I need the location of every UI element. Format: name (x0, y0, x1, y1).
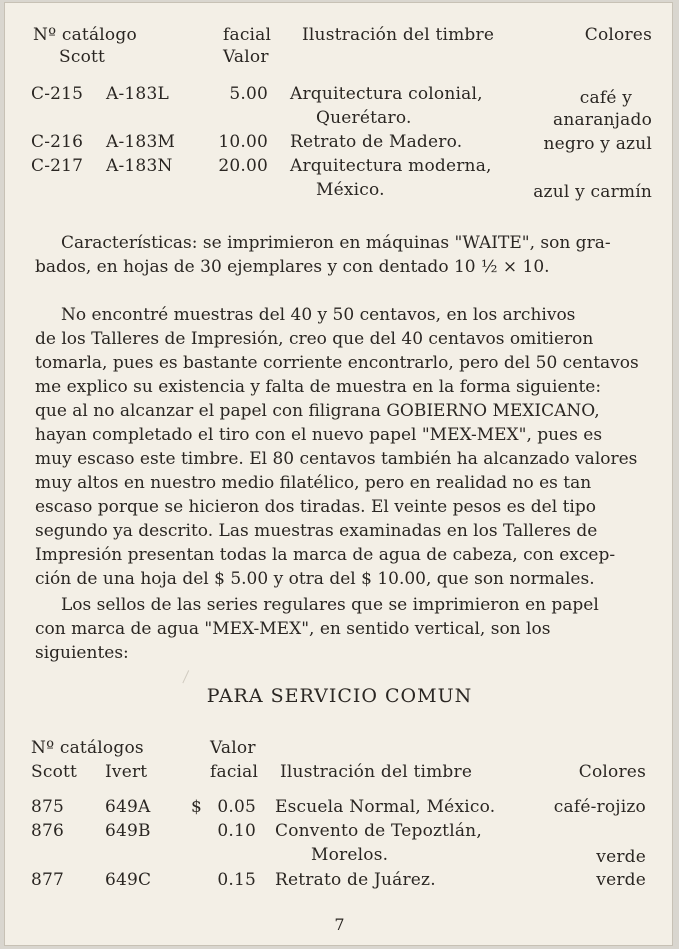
paragraph-characteristics (35, 231, 654, 279)
table-row-scott: 877 (31, 870, 65, 890)
table-row-color: negro y azul (543, 134, 652, 154)
table-row-color: café y (579, 88, 632, 108)
table-row-value: 0.10 (217, 821, 256, 841)
paragraph-samples (35, 303, 654, 591)
paragraph-line: escaso porque se hicieron dos tiradas. El veinte pesos es del tipo (35, 497, 596, 517)
table-row-desc-cont: Querétaro. (316, 108, 412, 128)
table-row-value: 5.00 (229, 84, 268, 104)
paragraph-line: Características: se imprimieron en máquinas "WAITE", son gra- (61, 233, 611, 253)
table-row-ivert: 649A (105, 797, 151, 817)
t2-header-value-1: Valor (210, 738, 256, 758)
paper-mark (182, 670, 194, 686)
section-heading: PARA SERVICIO COMUN (206, 685, 473, 707)
paragraph-line: de los Talleres de Impresión, creo que del 40 centavos omitieron (35, 329, 594, 349)
paragraph-line: tomarla, pues es bastante corriente encontrarlo, pero del 50 centavos (35, 353, 639, 373)
table-row-desc: Arquitectura colonial, (290, 84, 483, 104)
t2-header-illustration: Ilustración del timbre (280, 762, 473, 782)
paragraph-line: con marca de agua "MEX-MEX", en sentido vertical, son los (35, 619, 551, 639)
t2-header-catalog: Nº catálogos (31, 738, 144, 758)
table-row-value: 10.00 (218, 132, 268, 152)
table-row-scott: 876 (31, 821, 65, 841)
paragraph-line: que al no alcanzar el papel con filigrana GOBIERNO MEXICANO, (35, 401, 600, 421)
table-row-value: 0.05 (217, 797, 256, 817)
table-row-desc-cont: México. (316, 180, 385, 200)
table-row-desc: Convento de Tepoztlán, (275, 821, 482, 841)
t1-header-illustration: Ilustración del timbre (302, 25, 495, 45)
paragraph-line: me explico su existencia y falta de muestra en la forma siguiente: (35, 377, 602, 397)
paragraph-line: ción de una hoja del $ 5.00 y otra del $ 10.00, que son normales. (35, 569, 595, 589)
table-row-value: 0.15 (217, 870, 256, 890)
paragraph-line: siguientes: (35, 643, 129, 663)
paragraph-line: segundo ya descrito. Las muestras examinadas en los Talleres de (35, 521, 598, 541)
table-row-currency: $ (191, 797, 203, 817)
table-row-color-cont: anaranjado (553, 110, 652, 130)
table-row-value: 20.00 (218, 156, 268, 176)
table-row-color: café-rojizo (553, 797, 646, 817)
paragraph-line: Los sellos de las series regulares que se imprimieron en papel (61, 595, 599, 615)
t2-header-value-2: facial (210, 762, 259, 782)
paragraph-line: muy escaso este timbre. El 80 centavos también ha alcanzado valores (35, 449, 638, 469)
table-row-ref: A-183L (106, 84, 169, 104)
t2-header-ivert: Ivert (105, 762, 148, 782)
t1-header-colors: Colores (584, 25, 652, 45)
paragraph-line: muy altos en nuestro medio filatélico, pero en realidad no es tan (35, 473, 592, 493)
table-row-ref: A-183M (106, 132, 176, 152)
t2-header-scott: Scott (31, 762, 78, 782)
table-row-scott: C-215 (31, 84, 84, 104)
table-row-desc: Retrato de Juárez. (275, 870, 436, 890)
table-row-color-cont: azul y carmín (533, 182, 652, 202)
table-row-desc: Escuela Normal, México. (275, 797, 496, 817)
paragraph-line: bados, en hojas de 30 ejemplares y con dentado 10 ½ × 10. (35, 257, 550, 277)
table-row-color: verde (596, 870, 646, 890)
table-row-desc: Arquitectura moderna, (290, 156, 492, 176)
t1-header-catalog-2: Scott (59, 47, 106, 67)
table-row-ref: A-183N (106, 156, 173, 176)
table-row-scott: C-217 (31, 156, 84, 176)
table-row-color-cont: verde (596, 847, 646, 867)
table-row-ivert: 649C (105, 870, 152, 890)
table-row-ivert: 649B (105, 821, 151, 841)
table-row-desc: Retrato de Madero. (290, 132, 463, 152)
table-row-scott: C-216 (31, 132, 84, 152)
table-row-scott: 875 (31, 797, 65, 817)
paragraph-line: No encontré muestras del 40 y 50 centavos, en los archivos (61, 305, 576, 325)
t1-header-catalog-1: Nº catálogo (33, 25, 137, 45)
paragraph-line: Impresión presentan todas la marca de agua de cabeza, con excep- (35, 545, 616, 565)
t2-header-colors: Colores (578, 762, 646, 782)
t1-header-value-1: facial (223, 25, 272, 45)
page-number: 7 (334, 915, 345, 934)
table-row-desc-cont: Morelos. (311, 845, 389, 865)
t1-header-value-2: Valor (223, 47, 269, 67)
document-page (4, 2, 673, 946)
paragraph-line: hayan completado el tiro con el nuevo papel "MEX-MEX", pues es (35, 425, 603, 445)
paragraph-watermark (35, 593, 654, 665)
